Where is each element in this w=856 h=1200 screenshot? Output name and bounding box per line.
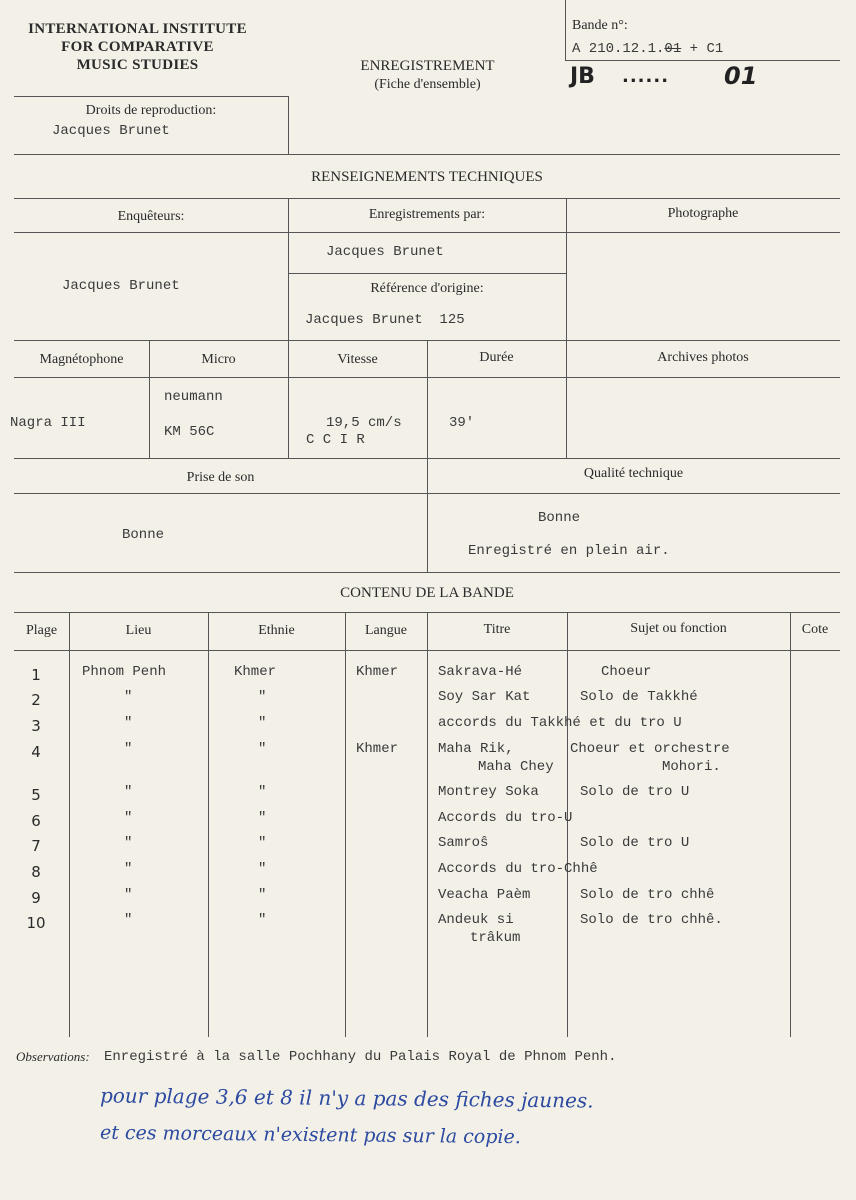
row-titre: Accords du tro-U [438,810,573,826]
divider [14,198,840,199]
row-lieu: " [124,861,133,877]
divider [14,377,840,378]
row-plage: 4 [31,743,41,761]
row-ethnie: " [258,887,267,903]
row-sujet: Choeur et orchestre [570,741,730,757]
col-titre: Titre [483,622,511,637]
prise-label: Prise de son [186,470,255,485]
divider [14,650,840,651]
row-ethnie: " [258,689,267,705]
row-titre: Soy Sar Kat [438,689,531,705]
bande-number-prefix: A 210.12.1. [572,41,665,57]
row-sujet-line-2: Mohori. [662,759,721,775]
institute-name [10,20,265,74]
row-lieu: " [124,912,133,928]
qualite-value-2: Enregistré en plein air. [468,543,670,559]
row-lieu: " [124,835,133,851]
row-titre: Sakrava-Hé [438,664,523,680]
row-sujet: Solo de tro U [580,784,690,800]
row-titre-line-2: Maha Chey [478,759,554,775]
contenu-title: CONTENU DE LA BANDE [340,585,514,601]
divider [288,96,289,154]
row-ethnie: Khmer [234,664,277,680]
observations-label: Observations: [16,1049,90,1064]
divider [790,612,791,1037]
row-titre: Veacha Paèm [438,887,531,903]
magnetophone-value: Nagra III [10,415,86,431]
col-ethnie: Ethnie [258,623,295,638]
enregistrements-label: Enregistrements par: [368,207,486,222]
row-ethnie: " [258,741,267,757]
row-plage: 1 [31,666,41,684]
archives-label: Archives photos [657,350,749,365]
row-ethnie: " [258,784,267,800]
institute-line-2: FOR COMPARATIVE [61,39,214,55]
droits-label: Droits de reproduction: [85,103,217,118]
enqueteurs-label: Enquêteurs: [117,209,185,224]
row-sujet: Solo de Takkhé [580,689,698,705]
row-lieu: " [124,715,133,731]
divider [14,154,840,155]
row-ethnie: " [258,810,267,826]
divider [427,612,428,1037]
col-cote: Cote [801,622,829,637]
bande-number-struck: 01 [664,41,682,57]
divider [69,612,70,1037]
enqueteurs-value: Jacques Brunet [62,278,180,294]
row-ethnie: " [258,715,267,731]
row-lieu: " [124,689,133,705]
row-ethnie: " [258,835,267,851]
duree-label: Durée [479,350,514,365]
row-titre: Samroŝ [438,835,489,851]
bande-number-suffix: + C1 [681,41,724,57]
reference-value: Jacques Brunet 125 [305,312,465,328]
institute-line-3: MUSIC STUDIES [76,57,199,73]
observations-handwritten-1: pour plage 3,6 et 8 il n'y a pas des fiches jaunes. [99,1083,594,1113]
institute-line-1: INTERNATIONAL INSTITUTE [28,21,247,37]
row-lieu: Phnom Penh [82,664,167,680]
row-sujet: Solo de tro chhê. [580,912,723,928]
divider [565,0,566,60]
bande-label: Bande n°: [572,18,628,33]
observations-typed: Enregistré à la salle Pochhany du Palais Royal de Phnom Penh. [104,1049,617,1065]
row-sujet: Choeur [601,664,652,680]
row-plage: 6 [31,812,41,830]
prise-value: Bonne [122,527,165,543]
divider [208,612,209,1037]
form-subtitle: (Fiche d'ensemble) [374,77,481,92]
row-lieu: " [124,741,133,757]
row-titre: accords du Takkhé et du tro U [438,715,682,731]
renseignements-title: RENSEIGNEMENTS TECHNIQUES [311,169,543,185]
vitesse-value-1: 19,5 cm/s [326,415,402,431]
row-plage: 3 [31,717,41,735]
row-titre-line-2: trâkum [470,930,521,946]
col-lieu: Lieu [125,623,152,638]
divider [14,96,288,97]
row-ethnie: " [258,912,267,928]
col-langue: Langue [365,623,407,638]
bande-number [572,41,723,57]
qualite-label: Qualité technique [583,466,684,481]
bande-hand-dots: ...... [622,66,670,87]
row-ethnie: " [258,861,267,877]
row-plage: 7 [31,837,41,855]
row-plage: 5 [31,786,41,804]
reference-label: Référence d'origine: [370,281,484,296]
enregistrements-value: Jacques Brunet [326,244,444,260]
bande-hand-initials: JB [570,64,595,89]
photographe-label: Photographe [667,206,739,221]
magnetophone-label: Magnétophone [39,352,124,367]
col-plage: Plage [25,623,58,638]
row-titre: Accords du tro-Chhê [438,861,598,877]
form-title: ENREGISTREMENT [360,58,495,74]
vitesse-label: Vitesse [337,352,378,367]
row-titre: Andeuk si [438,912,514,928]
vitesse-value-2: C C I R [306,432,365,448]
row-plage: 2 [31,691,41,709]
row-plage: 8 [31,863,41,881]
micro-value-1: neumann [164,389,223,405]
micro-value-2: KM 56C [164,424,215,440]
divider [565,60,840,61]
divider [345,612,346,1037]
divider [14,232,840,233]
micro-label: Micro [201,352,236,367]
qualite-value-1: Bonne [538,510,581,526]
row-lieu: " [124,810,133,826]
row-langue: Khmer [356,664,399,680]
observations-handwritten-2: et ces morceaux n'existent pas sur la copie. [99,1121,521,1149]
droits-value: Jacques Brunet [52,123,170,139]
row-plage: 9 [31,889,41,907]
col-sujet: Sujet ou fonction [630,621,727,636]
row-titre: Montrey Soka [438,784,539,800]
row-plage: 10 [26,914,46,932]
duree-value: 39' [449,415,475,431]
divider [14,572,840,573]
row-lieu: " [124,784,133,800]
divider [288,273,566,274]
row-langue: Khmer [356,741,399,757]
row-titre: Maha Rik, [438,741,514,757]
divider [14,493,840,494]
row-sujet: Solo de tro chhê [580,887,715,903]
bande-hand-number: 01 [724,62,758,90]
row-sujet: Solo de tro U [580,835,690,851]
row-lieu: " [124,887,133,903]
